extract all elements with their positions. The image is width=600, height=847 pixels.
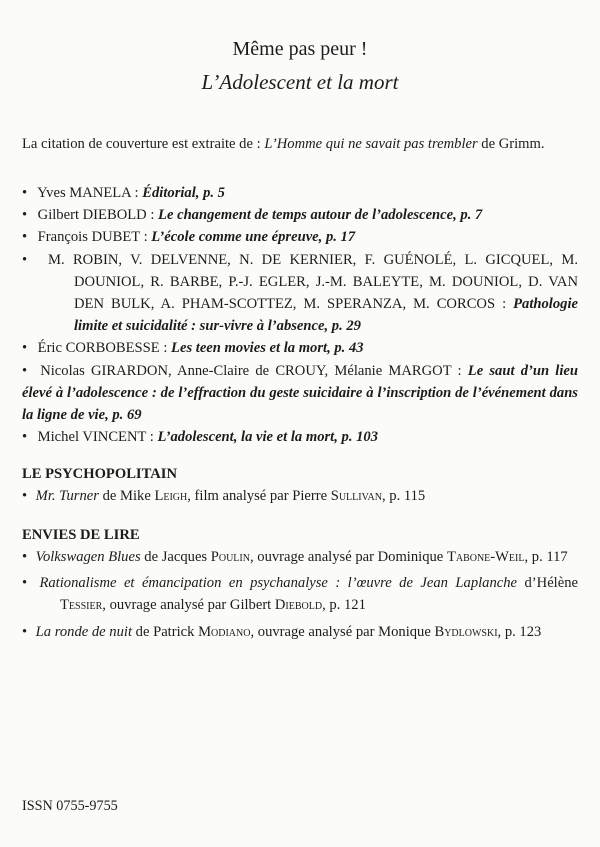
review-by: de Patrick: [132, 623, 199, 640]
page-subtitle: L’Adolescent et la mort: [201, 70, 399, 94]
review-item: [22, 572, 578, 616]
review-title: Rationalisme et émancipation en psychanalyse : l’œuvre de Jean Laplanche: [39, 575, 518, 592]
review-analyst: Tabone-Weil: [446, 549, 525, 565]
entry-authors: M. ROBIN, V. DELVENNE, N. DE KERNIER, F. GUÉNOLÉ, L. GICQUEL, M. DOUNIOL, R. BARBE, P.-J. EGLER, J.-M. BALEYTE, M. DOUNIOL, D. VAN DEN BULK, A. PHAM-SCOTTEZ, M. SPERANZA, M. CORCOS :: [48, 251, 578, 313]
psychopolitain-list: [22, 485, 578, 507]
contents-entry: [22, 426, 578, 448]
review-by: de Jacques: [140, 549, 211, 565]
entry-title: L’adolescent, la vie et la mort, p. 103: [157, 429, 379, 446]
review-mid: , ouvrage analysé par Gilbert: [102, 597, 275, 614]
entry-authors: Gilbert DIEBOLD :: [37, 207, 159, 224]
review-by: d’Hélène: [517, 575, 578, 592]
contents-entry: [22, 226, 578, 248]
review-page: , p. 117: [524, 549, 568, 565]
review-director: Leigh: [154, 488, 188, 504]
bullet-icon: •: [22, 251, 28, 268]
review-analyst: Sullivan: [330, 488, 382, 504]
contents-entry: [22, 249, 578, 338]
entry-authors: Michel VINCENT :: [37, 429, 158, 446]
bullet-icon: •: [22, 229, 28, 246]
section-heading-psychopolitain: LE PSYCHOPOLITAIN: [22, 466, 178, 482]
bullet-icon: •: [22, 207, 28, 224]
review-page: , p. 123: [497, 623, 542, 640]
review-item: [22, 546, 578, 568]
review-author: Modiano: [198, 623, 251, 640]
entry-title: Les teen movies et la mort, p. 43: [171, 340, 364, 357]
cover-citation: [22, 136, 587, 153]
review-analyst: Diebold: [274, 597, 323, 614]
citation-prefix: La citation de couverture est extraite de :: [22, 136, 265, 152]
entry-title: L’école comme une épreuve, p. 17: [151, 229, 356, 246]
envies-list: [22, 546, 578, 643]
bullet-icon: •: [22, 549, 28, 565]
review-mid: , ouvrage analysé par Dominique: [249, 549, 447, 565]
review-title: Volkswagen Blues: [35, 549, 141, 565]
bullet-icon: •: [22, 185, 28, 201]
contents-entry: [22, 337, 578, 359]
citation-suffix: de Grimm.: [477, 136, 545, 152]
review-analyst: Bydlowski: [434, 623, 498, 640]
review-author: Poulin: [210, 549, 250, 565]
entry-title: Le saut d’un lieu élevé à l’adolescence : de l’effraction du geste suicidaire à l’inscription de l’événement dans la ligne de vie, p. 69: [22, 362, 579, 424]
contents-entry: [22, 360, 578, 427]
bullet-icon: •: [22, 340, 28, 357]
section-heading-envies: ENVIES DE LIRE: [22, 527, 140, 543]
review-author: Tessier: [60, 597, 103, 614]
bullet-icon: •: [22, 623, 28, 640]
page-title: Même pas peur !: [232, 38, 368, 60]
review-item: [22, 485, 578, 507]
review-mid: , film analysé par Pierre: [187, 488, 331, 504]
review-mid: , ouvrage analysé par Monique: [250, 623, 435, 640]
issn: ISSN 0755-9755: [22, 798, 118, 814]
entry-authors: François DUBET :: [37, 229, 152, 246]
entry-authors: Yves MANELA :: [37, 185, 143, 201]
contents-list: [22, 182, 578, 448]
bullet-icon: •: [22, 488, 28, 504]
review-by: de Mike: [98, 488, 155, 504]
contents-entry: [22, 182, 578, 204]
entry-title: Pathologie limite et suicidalité : sur-vivre à l’absence, p. 29: [74, 296, 578, 335]
entry-title: Éditorial, p. 5: [142, 185, 225, 201]
entry-authors: Éric CORBOBESSE :: [37, 340, 172, 357]
bullet-icon: •: [22, 362, 28, 379]
contents-entry: [22, 204, 578, 226]
citation-work: L’Homme qui ne savait pas trembler: [264, 136, 478, 152]
review-title: Mr. Turner: [35, 488, 99, 504]
entry-title: Le changement de temps autour de l’adolescence, p. 7: [158, 207, 483, 224]
review-item: [22, 621, 578, 643]
review-page: , p. 121: [322, 597, 366, 614]
bullet-icon: •: [22, 429, 28, 446]
review-page: , p. 115: [381, 488, 426, 504]
entry-authors: Nicolas GIRARDON, Anne-Claire de CROUY, Mélanie MARGOT :: [40, 362, 468, 379]
bullet-icon: •: [22, 575, 28, 592]
review-title: La ronde de nuit: [35, 623, 132, 640]
